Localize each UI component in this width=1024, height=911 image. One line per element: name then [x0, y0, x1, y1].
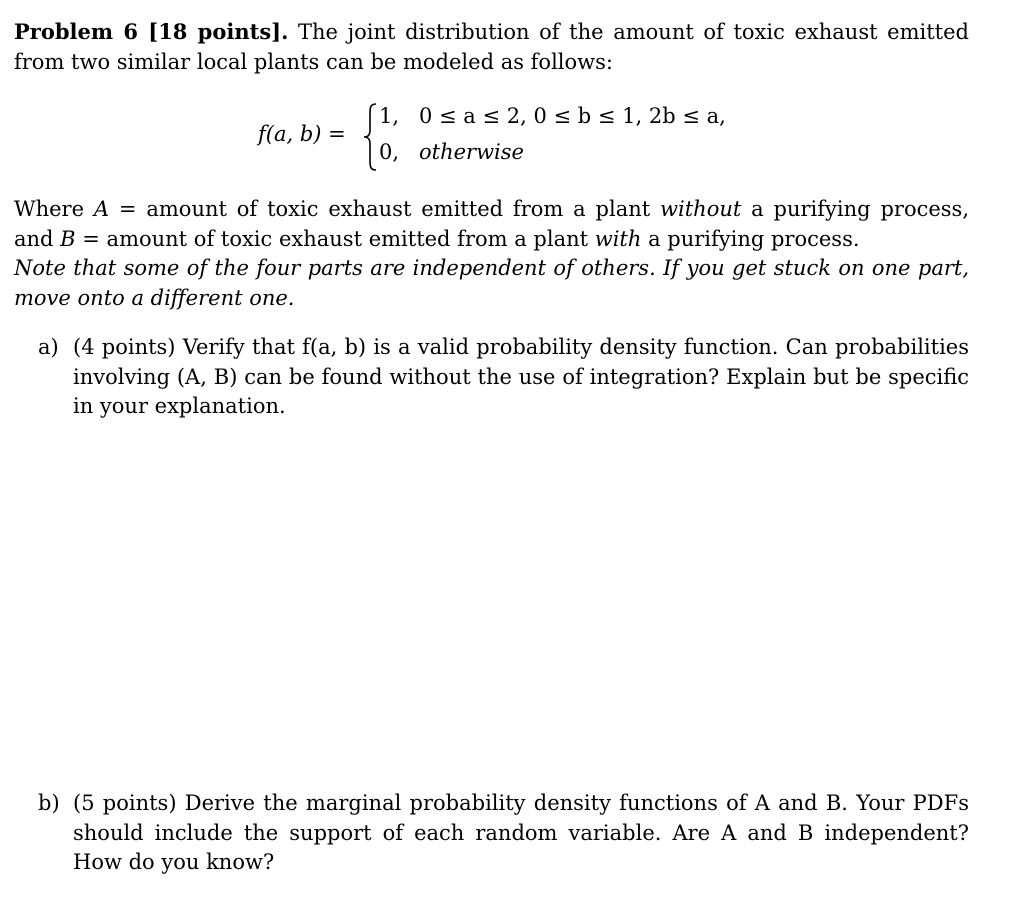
- left-brace-icon: [362, 102, 378, 172]
- equation-lhs: f(a, b) =: [258, 122, 346, 146]
- var-b: B: [60, 226, 76, 251]
- where-text-5: a purifying process.: [641, 226, 860, 251]
- joint-density-equation: [258, 102, 738, 174]
- var-a: A: [93, 197, 110, 221]
- emphasis-without: without: [660, 197, 742, 221]
- problem-heading: Problem 6 [18 points].: [14, 19, 289, 44]
- part-a-label: a): [38, 335, 59, 359]
- case-2-condition: otherwise: [419, 140, 524, 164]
- equation-case-1: [379, 104, 726, 128]
- question-part-a: [38, 333, 969, 422]
- question-part-b: [38, 789, 969, 878]
- part-a-text: (4 points) Verify that f(a, b) is a valid probability density function. Can probabilities involving (A, B) can be found without the use of integration? Explain but be specific in your explanation.: [73, 335, 969, 418]
- part-b-text: (5 points) Derive the marginal probability density functions of A and B. Your PDFs should include the support of each random variable. Are A and B independent? How do you know?: [73, 791, 969, 874]
- where-text-3: a purifying process, and: [14, 197, 970, 251]
- where-text-4: = amount of toxic exhaust emitted from a plant: [75, 226, 595, 251]
- emphasis-with: with: [594, 226, 642, 251]
- where-text-2: = amount of toxic exhaust emitted from a plant: [109, 197, 661, 221]
- problem-intro-text: The joint distribution of the amount of toxic exhaust emitted from two similar local plants can be modeled as follows:: [14, 20, 969, 74]
- case-1-value: 1,: [379, 104, 400, 128]
- note-text: Note that some of the four parts are independent of others. If you get stuck on one part, move onto a different one.: [14, 256, 969, 310]
- equation-case-2: [379, 140, 524, 164]
- part-b-label: b): [38, 791, 60, 815]
- variable-definitions: [14, 195, 969, 254]
- where-text-1: Where: [14, 197, 94, 221]
- case-1-condition: 0 ≤ a ≤ 2, 0 ≤ b ≤ 1, 2b ≤ a,: [419, 104, 726, 128]
- case-2-value: 0,: [379, 140, 400, 164]
- problem-intro: [14, 17, 969, 77]
